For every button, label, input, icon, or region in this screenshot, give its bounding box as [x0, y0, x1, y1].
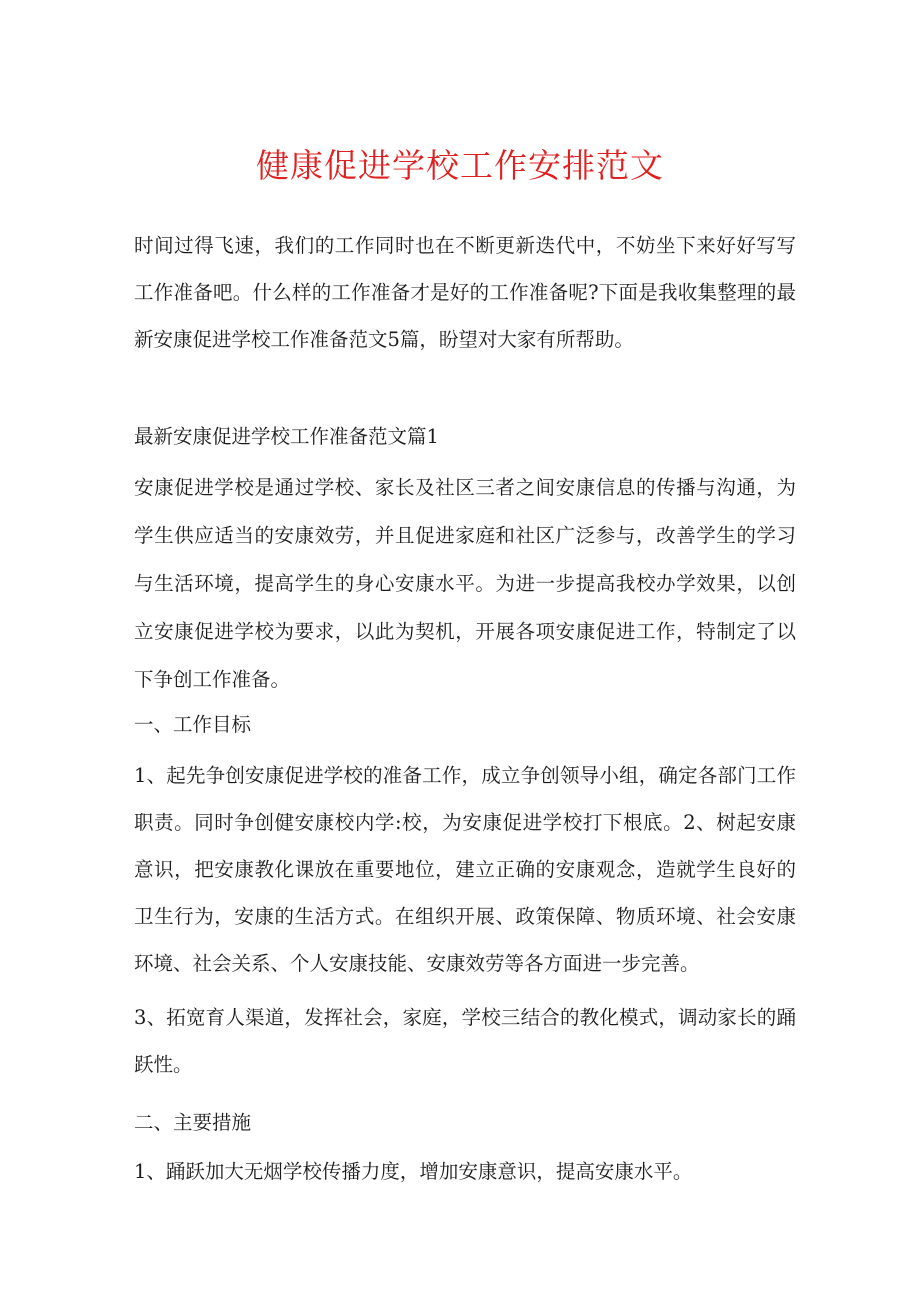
list-item-goal-3: 3、拓宽育人渠道，发挥社会，家庭，学校三结合的教化模式，调动家长的踊跃性。: [134, 1006, 796, 1076]
document-title: 健康促进学校工作安排范文: [256, 146, 664, 185]
intro-paragraph: 时间过得飞速，我们的工作同时也在不断更新迭代中，不妨坐下来好好写写工作准备吧。什么样的工作准备才是好的工作准备呢?下面是我收集整理的最新安康促进学校工作准备范文5篇，盼望对大家有所帮助。: [134, 234, 796, 351]
section-heading-measures: 二、主要措施: [134, 1111, 252, 1134]
list-item-goal-1-2: 1、起先争创安康促进学校的准备工作，成立争创领导小组，确定各部门工作职责。同时争创健安康校内学:校，为安康促进学校打下根底。2、树起安康意识，把安康教化课放在重要地位，建立正确的安康观念，造就学生良好的卫生行为，安康的生活方式。在组织开展、政策保障、物质环境、社会安康环境、社会关系、个人安康技能、安康效劳等各方面进一步完善。: [134, 764, 796, 975]
list-item-measure-1: 1、踊跃加大无烟学校传播力度，增加安康意识，提高安康水平。: [134, 1160, 693, 1183]
section-heading-goals: 一、工作目标: [134, 713, 252, 736]
body-paragraph: 安康促进学校是通过学校、家长及社区三者之间安康信息的传播与沟通，为学生供应适当的安康效劳，并且促进家庭和社区广泛参与，改善学生的学习与生活环境，提高学生的身心安康水平。为进一步提高我校办学效果，以创立安康促进学校为要求，以此为契机，开展各项安康促进工作，特制定了以下争创工作准备。: [134, 476, 796, 691]
article-heading: 最新安康促进学校工作准备范文篇1: [134, 425, 439, 448]
